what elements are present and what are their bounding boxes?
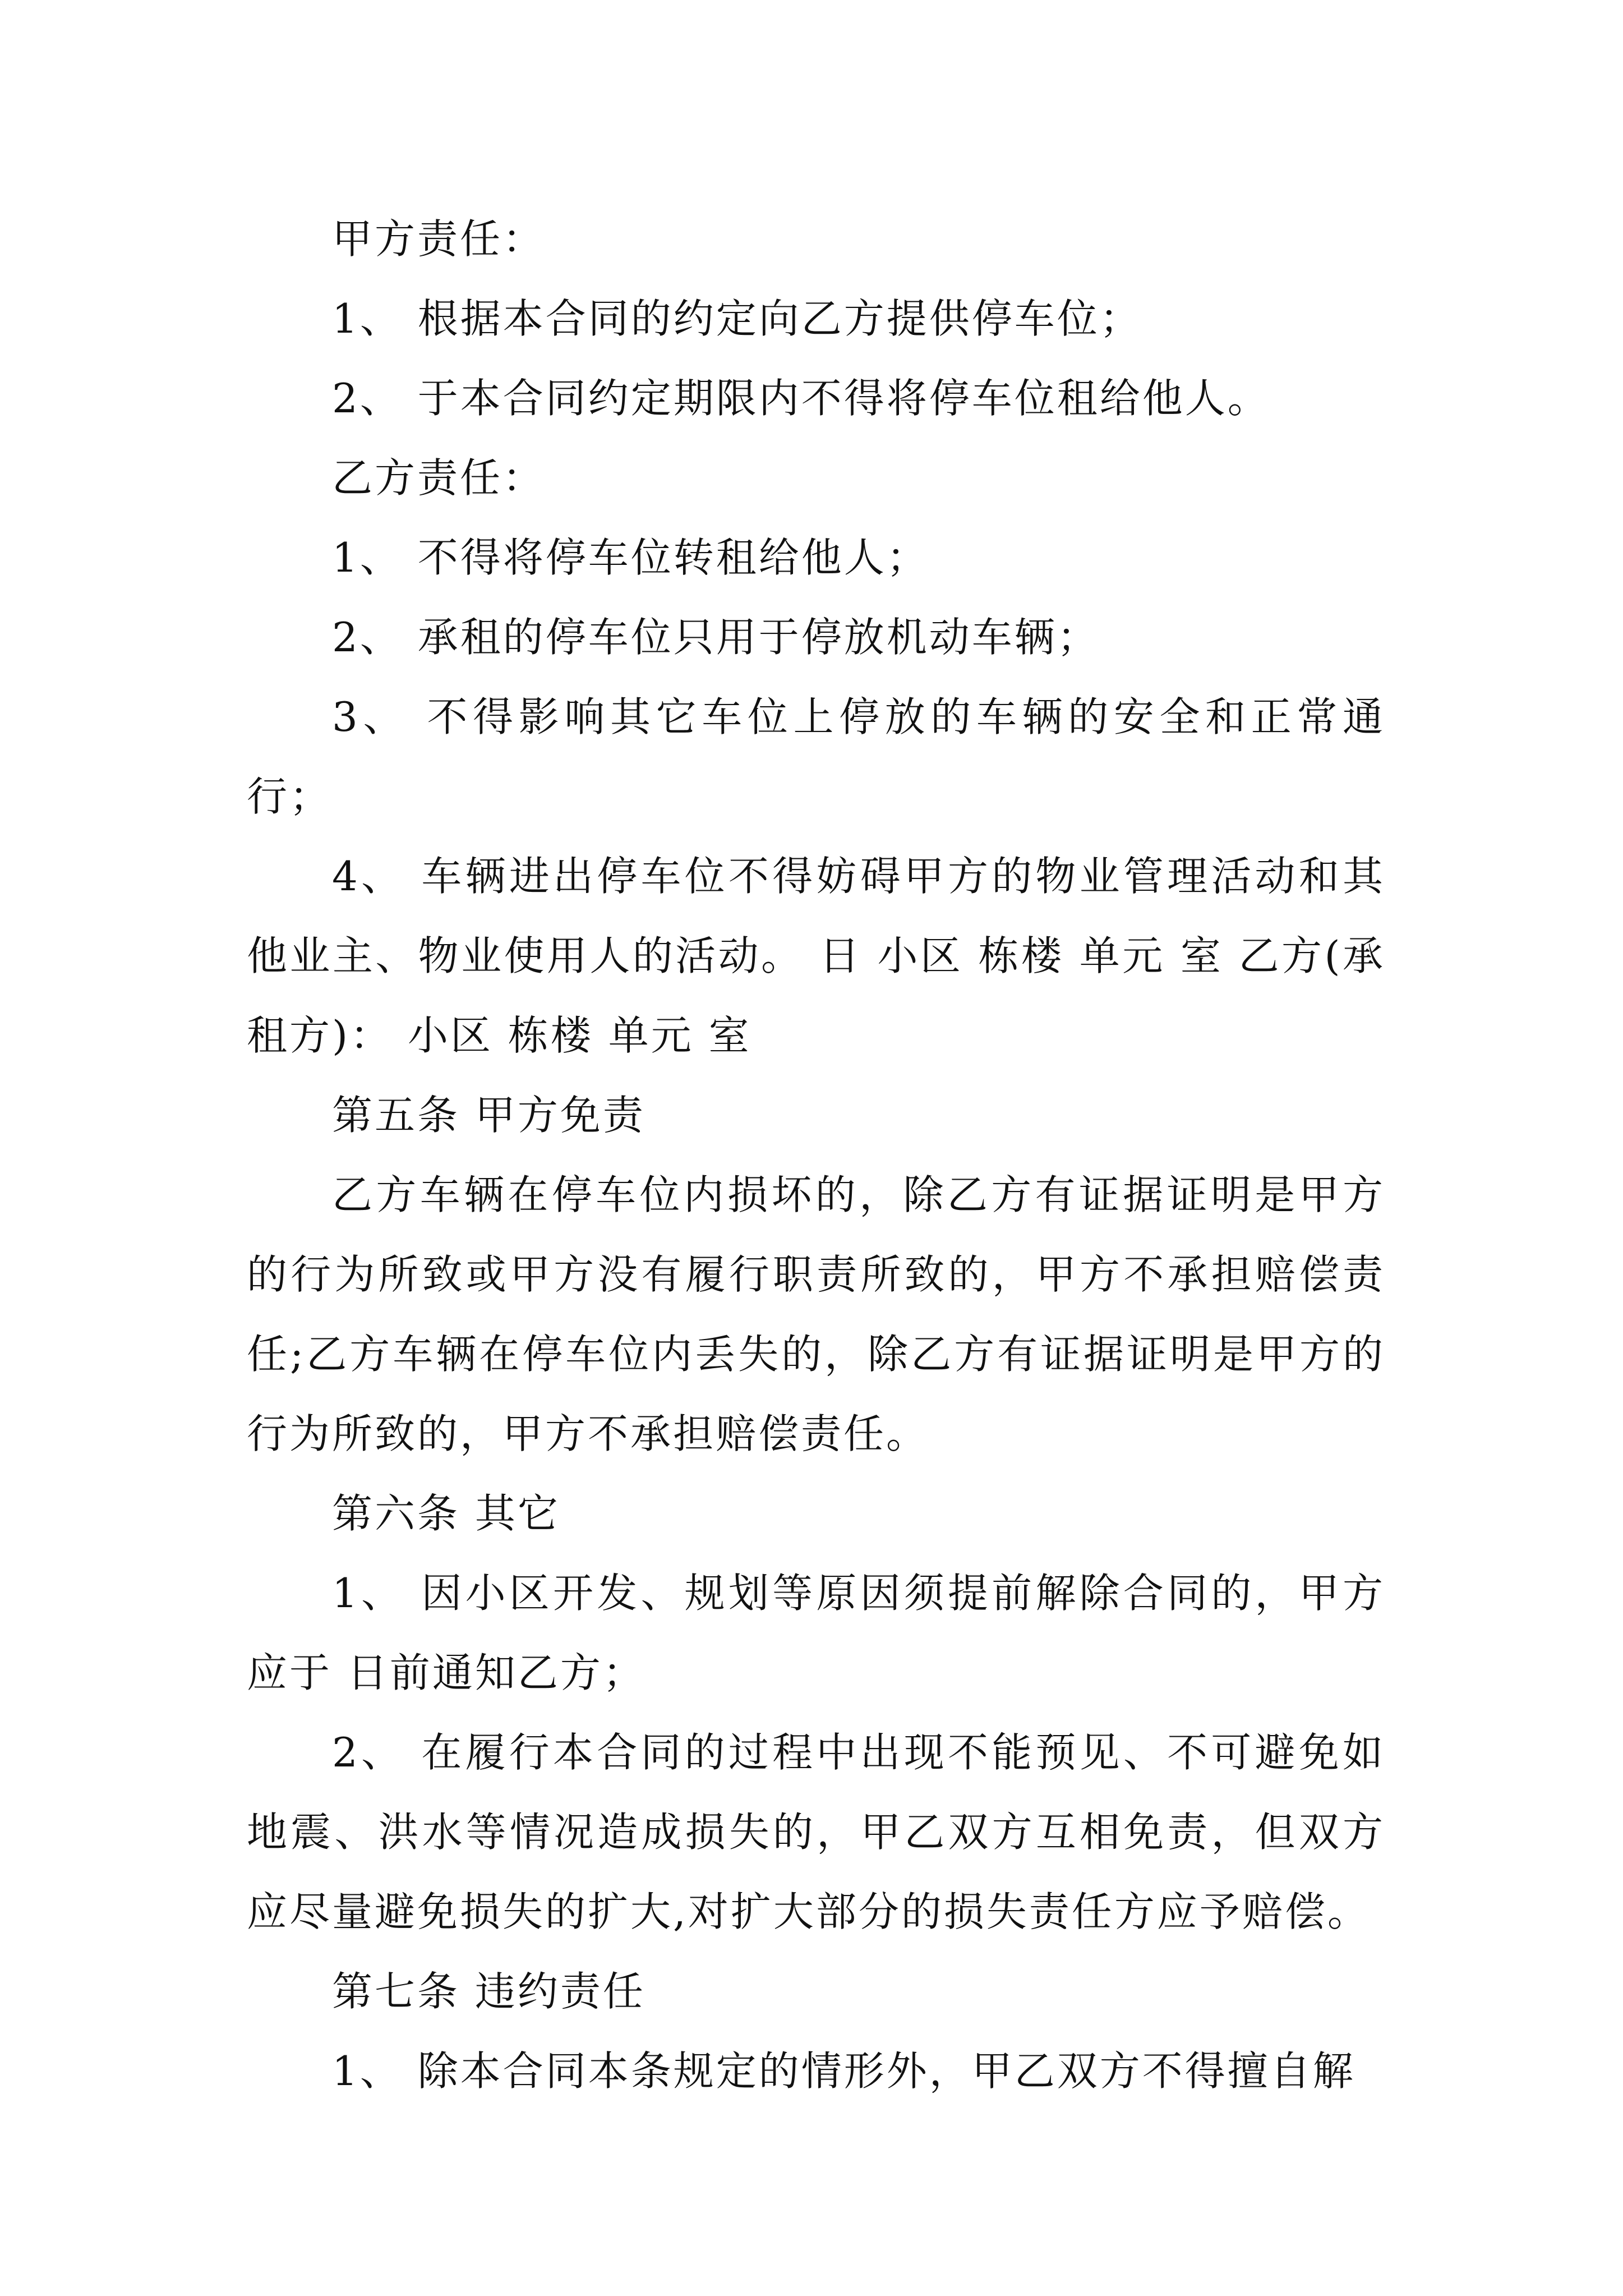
party-b-duty-3: 3、 不得影响其它车位上停放的车辆的安全和正常通行； — [247, 693, 1385, 820]
article-7-heading: 第七条 违约责任 — [332, 1968, 645, 2015]
party-b-duty-1: 1、 不得将停车位转租给他人； — [332, 534, 929, 581]
article-5-heading: 第五条 甲方免责 — [332, 1092, 645, 1139]
article-5-body: 乙方车辆在停车位内损坏的，除乙方有证据证明是甲方的行为所致或甲方没有履行职责所致的，甲方不承担赔偿责任;乙方车辆在停车位内丢失的，除乙方有证据证明是甲方的行为所致的，甲方不承担赔偿责任。 — [247, 1171, 1385, 1457]
party-a-duty-2: 2、 于本合同约定期限内不得将停车位租给他人。 — [332, 375, 1270, 422]
party-a-duty-1: 1、 根据本合同的约定向乙方提供停车位； — [332, 295, 1142, 342]
article-6-heading: 第六条 其它 — [332, 1490, 560, 1537]
party-a-duties-heading: 甲方责任： — [332, 215, 546, 263]
article-6-item-2: 2、 在履行本合同的过程中出现不能预见、不可避免如地震、洪水等情况造成损失的，甲乙双方互相免责，但双方应尽量避免损失的扩大,对扩大部分的损失责任方应予赔偿。 — [247, 1729, 1385, 1935]
article-7-item-1: 1、 除本合同本条规定的情形外，甲乙双方不得擅自解 — [332, 2047, 1355, 2095]
party-b-duty-2: 2、 承租的停车位只用于停放机动车辆； — [332, 614, 1100, 661]
article-6-item-1: 1、 因小区开发、规划等原因须提前解除合同的，甲方应于 日前通知乙方； — [247, 1570, 1385, 1696]
party-b-duties-heading: 乙方责任： — [332, 454, 546, 501]
contract-text — [247, 199, 1385, 2111]
party-b-duty-4: 4、 车辆进出停车位不得妨碍甲方的物业管理活动和其他业主、物业使用人的活动。 日 小区 栋楼 单元 室 乙方(承租方)： 小区 栋楼 单元 室 — [247, 853, 1385, 1059]
